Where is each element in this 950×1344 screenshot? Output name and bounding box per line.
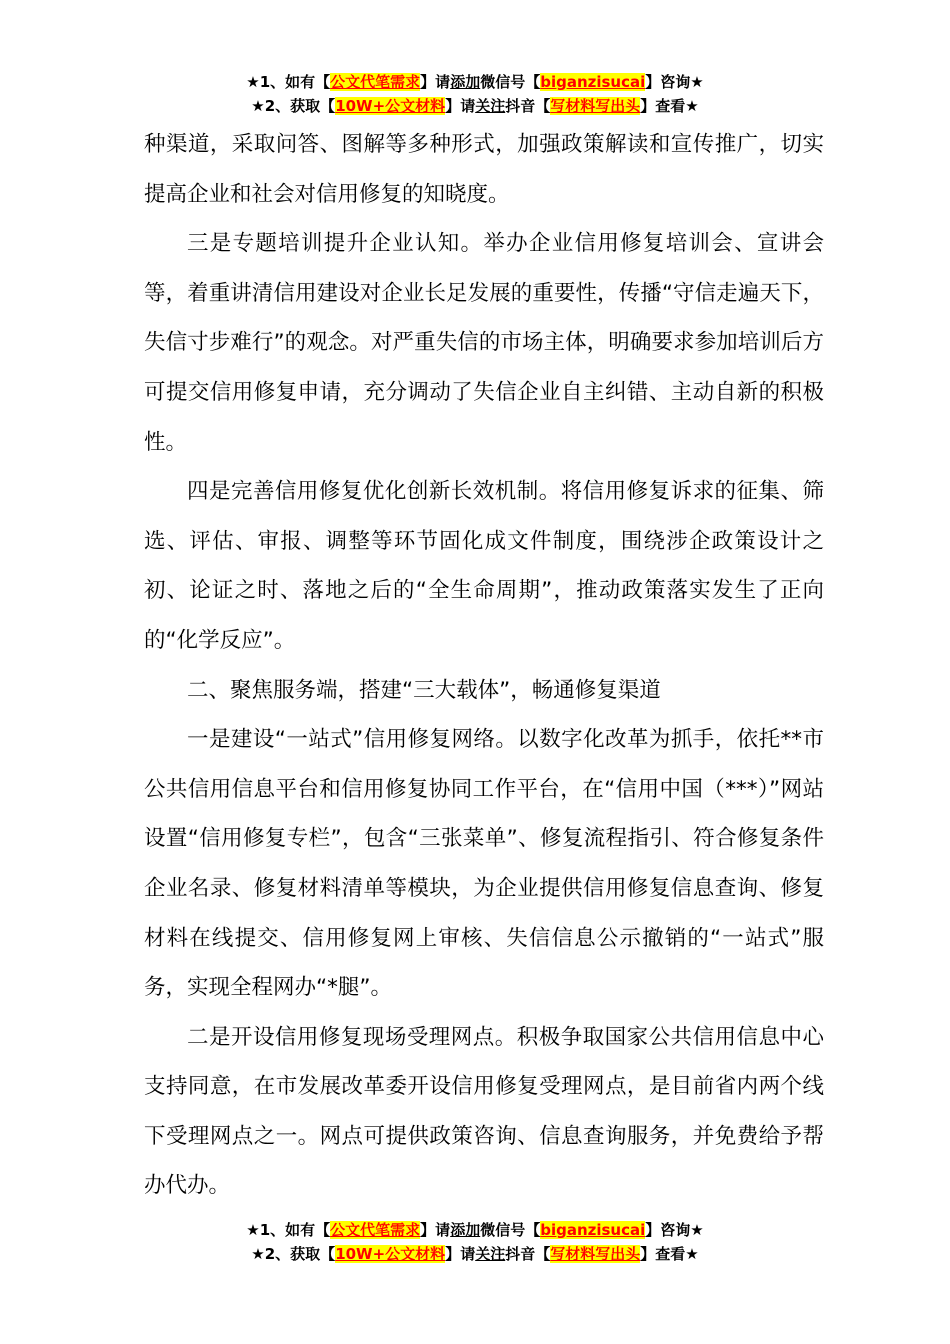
paragraph: 种渠道，采取问答、图解等多种形式，加强政策解读和宣传推广，切实提高企业和社会对信用修复的知晓度。: [144, 132, 824, 207]
promo-line-2: [0, 1242, 950, 1266]
promo-highlight: biganzisucai: [540, 1221, 646, 1239]
promo-emphasis: 关注: [475, 97, 506, 115]
promo-highlight: 公文代笔需求: [330, 73, 421, 91]
promo-text: 抖音【: [505, 97, 551, 115]
promo-emphasis: 关注: [475, 1245, 506, 1263]
promo-text: 】查看★: [640, 97, 699, 115]
promo-text: 微信号【: [480, 73, 541, 91]
promo-line-1: [0, 70, 950, 94]
promo-text: 】咨询★: [645, 73, 704, 91]
paragraph: 三是专题培训提升企业认知。举办企业信用修复培训会、宣讲会等，着重讲清信用建设对企业长足发展的重要性，传播“守信走遍天下，失信寸步难行”的观念。对严重失信的市场主体，明确要求参加培训后方可提交信用修复申请，充分调动了失信企业自主纠错、主动自新的积极性。: [144, 231, 824, 455]
promo-text: 】请: [445, 1245, 476, 1263]
promo-highlight: 10W+公文材料: [335, 1245, 446, 1263]
promo-text: 】请: [420, 1221, 451, 1239]
promo-highlight: 写材料写出头: [550, 97, 641, 115]
promo-text: ★2、获取【: [251, 1245, 336, 1263]
paragraph: 四是完善信用修复优化创新长效机制。将信用修复诉求的征集、筛选、评估、审报、调整等环节固化成文件制度，围绕涉企政策设计之初、论证之时、落地之后的“全生命周期”，推动政策落实发生了正向的“化学反应”。: [144, 479, 824, 653]
promo-text: ★1、如有【: [246, 1221, 331, 1239]
promo-highlight: 10W+公文材料: [335, 97, 446, 115]
promo-text: 】查看★: [640, 1245, 699, 1263]
promo-emphasis: 添加: [450, 73, 481, 91]
promo-text: 抖音【: [505, 1245, 551, 1263]
promo-highlight: biganzisucai: [540, 73, 646, 91]
paragraph: 二是开设信用修复现场受理网点。积极争取国家公共信用信息中心支持同意，在市发展改革委开设信用修复受理网点，是目前省内两个线下受理网点之一。网点可提供政策咨询、信息查询服务，并免费给予帮办代办。: [144, 1024, 824, 1199]
section-heading: 二、聚焦服务端，搭建“三大载体”，畅通修复渠道: [187, 677, 661, 703]
paragraph: 一是建设“一站式”信用修复网络。以数字化改革为抓手，依托**市公共信用信息平台和信用修复协同工作平台，在“信用中国（***）”网站设置“信用修复专栏”，包含“三张菜单”、修复流程指引、符合修复条件企业名录、修复材料清单等模块，为企业提供信用修复信息查询、修复材料在线提交、信用修复网上审核、失信信息公示撤销的“一站式”服务，实现全程网办“*腿”。: [144, 727, 824, 1001]
promo-text: 】请: [420, 73, 451, 91]
promo-emphasis: 添加: [450, 1221, 481, 1239]
header-promo-banner: [0, 70, 950, 118]
promo-text: ★2、获取【: [251, 97, 336, 115]
promo-line-1: [0, 1218, 950, 1242]
promo-text: ★1、如有【: [246, 73, 331, 91]
document-body: [144, 120, 824, 1211]
promo-highlight: 公文代笔需求: [330, 1221, 421, 1239]
promo-line-2: [0, 94, 950, 118]
promo-text: 】请: [445, 97, 476, 115]
footer-promo-banner: [0, 1218, 950, 1266]
promo-text: 微信号【: [480, 1221, 541, 1239]
promo-text: 】咨询★: [645, 1221, 704, 1239]
promo-highlight: 写材料写出头: [550, 1245, 641, 1263]
